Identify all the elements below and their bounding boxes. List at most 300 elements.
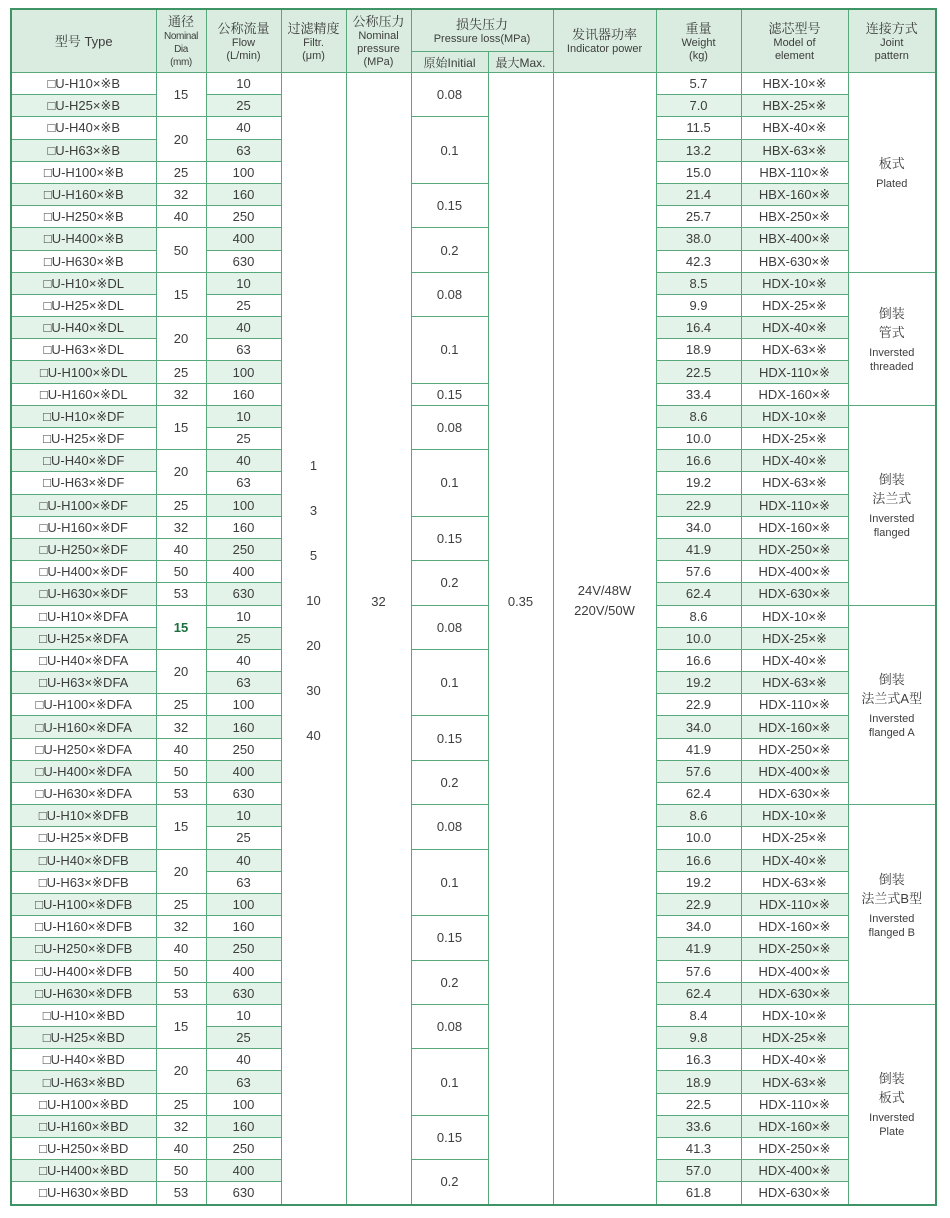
joint-pattern-en: flanged [873, 527, 910, 540]
element-model-cell: HDX-630×※ [741, 1182, 848, 1205]
element-model-cell: HDX-160×※ [741, 516, 848, 538]
flow-cell: 100 [206, 161, 281, 183]
pressure-loss-initial-cell: 0.2 [411, 1160, 488, 1205]
header-weight: 重量 Weight (kg) [656, 9, 741, 73]
element-model-cell: HDX-110×※ [741, 494, 848, 516]
nominal-dia-cell: 50 [156, 760, 206, 782]
joint-pattern-en: Inversted [869, 513, 915, 526]
element-model-cell: HDX-400×※ [741, 760, 848, 782]
type-cell: □U-H250×※DF [11, 538, 156, 560]
weight-cell: 57.6 [656, 760, 741, 782]
type-cell: □U-H160×※DFA [11, 716, 156, 738]
joint-pattern-en: Inversted [869, 712, 915, 725]
type-cell: □U-H400×※B [11, 228, 156, 250]
table-row [11, 383, 936, 405]
header-joint-pattern: 连接方式 Joint pattern [848, 9, 936, 73]
table-row [11, 561, 936, 583]
joint-pattern-zh: 管式 [878, 324, 905, 340]
nominal-pressure-cell [346, 73, 411, 1205]
element-model-cell: HDX-63×※ [741, 672, 848, 694]
type-cell: □U-H400×※DFB [11, 960, 156, 982]
weight-cell: 38.0 [656, 228, 741, 250]
element-model-cell: HBX-400×※ [741, 228, 848, 250]
nominal-pressure-value: 32 [371, 593, 386, 609]
flow-cell: 63 [206, 1071, 281, 1093]
flow-cell: 40 [206, 450, 281, 472]
type-cell: □U-H250×※BD [11, 1138, 156, 1160]
nominal-dia-cell: 50 [156, 960, 206, 982]
weight-cell: 5.7 [656, 73, 741, 95]
weight-cell: 61.8 [656, 1182, 741, 1205]
nominal-dia-cell: 20 [156, 1049, 206, 1093]
indicator-power-line: 24V/48W [577, 583, 632, 599]
pressure-loss-initial-cell: 0.1 [411, 649, 488, 716]
nominal-dia-cell: 40 [156, 538, 206, 560]
nominal-dia-cell: 20 [156, 649, 206, 693]
nominal-dia-cell: 32 [156, 383, 206, 405]
table-row [11, 405, 936, 427]
weight-cell: 62.4 [656, 982, 741, 1004]
type-cell: □U-H63×※B [11, 139, 156, 161]
header-filtration: 过滤精度 Filtr. (μm) [281, 9, 346, 73]
header-flow: 公称流量 Flow (L/min) [206, 9, 281, 73]
joint-pattern-zh: 倒装 [878, 1071, 905, 1087]
header-indicator-power: 发讯器功率 Indicator power [553, 9, 656, 73]
nominal-dia-cell: 15 [156, 272, 206, 316]
table-row [11, 760, 936, 782]
weight-cell: 41.9 [656, 938, 741, 960]
pressure-loss-initial-cell: 0.15 [411, 1115, 488, 1159]
flow-cell: 63 [206, 339, 281, 361]
type-cell: □U-H40×※DFB [11, 849, 156, 871]
element-model-cell: HDX-40×※ [741, 649, 848, 671]
flow-cell: 100 [206, 1093, 281, 1115]
element-model-cell: HDX-10×※ [741, 405, 848, 427]
weight-cell: 41.3 [656, 1138, 741, 1160]
table-row [11, 716, 936, 738]
joint-pattern-zh: 法兰式B型 [861, 890, 923, 906]
flow-cell: 250 [206, 206, 281, 228]
flow-cell: 630 [206, 982, 281, 1004]
type-cell: □U-H100×※DL [11, 361, 156, 383]
indicator-power-cell [553, 73, 656, 1205]
nominal-dia-cell: 50 [156, 561, 206, 583]
pressure-loss-initial-cell: 0.1 [411, 317, 488, 384]
weight-cell: 9.9 [656, 294, 741, 316]
header-type: 型号 Type [11, 9, 156, 73]
element-model-cell: HDX-400×※ [741, 1160, 848, 1182]
weight-cell: 19.2 [656, 672, 741, 694]
pressure-loss-initial-cell: 0.1 [411, 117, 488, 184]
weight-cell: 8.6 [656, 405, 741, 427]
type-cell: □U-H630×※B [11, 250, 156, 272]
element-model-cell: HDX-250×※ [741, 538, 848, 560]
pressure-loss-initial-cell: 0.1 [411, 450, 488, 517]
element-model-cell: HDX-250×※ [741, 938, 848, 960]
nominal-dia-cell: 20 [156, 849, 206, 893]
element-model-cell: HDX-250×※ [741, 1138, 848, 1160]
weight-cell: 34.0 [656, 516, 741, 538]
element-model-cell: HDX-160×※ [741, 916, 848, 938]
flow-cell: 25 [206, 294, 281, 316]
type-cell: □U-H10×※DFB [11, 805, 156, 827]
element-model-cell: HDX-40×※ [741, 849, 848, 871]
joint-pattern-zh: 倒装 [878, 305, 905, 321]
weight-cell: 18.9 [656, 339, 741, 361]
flow-cell: 100 [206, 694, 281, 716]
flow-cell: 63 [206, 139, 281, 161]
filtration-cell [281, 73, 346, 1205]
joint-pattern-en: flanged B [868, 926, 915, 939]
pressure-loss-initial-cell: 0.15 [411, 383, 488, 405]
nominal-dia-cell: 40 [156, 206, 206, 228]
pressure-loss-initial-cell: 0.08 [411, 73, 488, 117]
pressure-loss-max-cell [488, 73, 553, 1205]
nominal-dia-cell: 20 [156, 317, 206, 361]
nominal-dia-cell: 15 [156, 73, 206, 117]
pressure-loss-initial-cell: 0.08 [411, 1004, 488, 1048]
nominal-dia-cell: 50 [156, 1160, 206, 1182]
flow-cell: 10 [206, 272, 281, 294]
type-cell: □U-H160×※B [11, 183, 156, 205]
table-row [11, 272, 936, 294]
weight-cell: 21.4 [656, 183, 741, 205]
joint-pattern-cell [848, 1004, 936, 1204]
weight-cell: 62.4 [656, 583, 741, 605]
flow-cell: 160 [206, 916, 281, 938]
table-row [11, 183, 936, 205]
weight-cell: 33.4 [656, 383, 741, 405]
type-cell: □U-H40×※BD [11, 1049, 156, 1071]
table-row [11, 1160, 936, 1182]
nominal-dia-cell: 53 [156, 982, 206, 1004]
type-cell: □U-H160×※BD [11, 1115, 156, 1137]
table-row [11, 317, 936, 339]
nominal-dia-cell: 25 [156, 161, 206, 183]
weight-cell: 11.5 [656, 117, 741, 139]
element-model-cell: HDX-40×※ [741, 1049, 848, 1071]
element-model-cell: HDX-63×※ [741, 1071, 848, 1093]
type-cell: □U-H25×※DFB [11, 827, 156, 849]
element-model-cell: HDX-25×※ [741, 627, 848, 649]
type-cell: □U-H160×※DFB [11, 916, 156, 938]
flow-cell: 250 [206, 738, 281, 760]
nominal-dia-cell: 15 [156, 405, 206, 449]
element-model-cell: HDX-63×※ [741, 339, 848, 361]
max-loss-value: 0.35 [507, 593, 534, 609]
type-cell: □U-H10×※BD [11, 1004, 156, 1026]
flow-cell: 25 [206, 627, 281, 649]
element-model-cell: HDX-25×※ [741, 428, 848, 450]
filtration-values [282, 458, 346, 744]
element-model-cell: HDX-110×※ [741, 893, 848, 915]
table-row [11, 1004, 936, 1026]
weight-cell: 18.9 [656, 1071, 741, 1093]
table-row [11, 117, 936, 139]
joint-pattern-en: Inversted [869, 346, 915, 359]
filtration-value: 30 [306, 683, 321, 699]
flow-cell: 250 [206, 938, 281, 960]
element-model-cell: HDX-630×※ [741, 583, 848, 605]
table-row [11, 916, 936, 938]
flow-cell: 40 [206, 849, 281, 871]
nominal-dia-cell: 25 [156, 1093, 206, 1115]
nominal-dia-cell: 25 [156, 361, 206, 383]
weight-cell: 25.7 [656, 206, 741, 228]
flow-cell: 630 [206, 1182, 281, 1205]
flow-cell: 250 [206, 1138, 281, 1160]
flow-cell: 160 [206, 183, 281, 205]
type-cell: □U-H10×※DL [11, 272, 156, 294]
joint-pattern-zh: 法兰式A型 [861, 690, 923, 706]
element-model-cell: HDX-110×※ [741, 694, 848, 716]
flow-cell: 40 [206, 317, 281, 339]
table-body [11, 73, 936, 1205]
pressure-loss-initial-cell: 0.15 [411, 516, 488, 560]
flow-cell: 25 [206, 428, 281, 450]
nominal-dia-cell: 15 [156, 805, 206, 849]
weight-cell: 10.0 [656, 428, 741, 450]
type-cell: □U-H630×※DFA [11, 783, 156, 805]
pressure-loss-initial-cell: 0.08 [411, 272, 488, 316]
table-row [11, 849, 936, 871]
type-cell: □U-H40×※DFA [11, 649, 156, 671]
weight-cell: 57.0 [656, 1160, 741, 1182]
type-cell: □U-H25×※DF [11, 428, 156, 450]
nominal-dia-cell: 40 [156, 738, 206, 760]
type-cell: □U-H63×※DFA [11, 672, 156, 694]
flow-cell: 10 [206, 73, 281, 95]
joint-pattern-cell [848, 605, 936, 805]
weight-cell: 9.8 [656, 1027, 741, 1049]
element-model-cell: HDX-160×※ [741, 1115, 848, 1137]
flow-cell: 25 [206, 95, 281, 117]
element-model-cell: HBX-10×※ [741, 73, 848, 95]
filter-spec-table [10, 8, 937, 1206]
header-nominal-dia: 通径 Nominal Dia (mm) [156, 9, 206, 73]
joint-pattern-cell [848, 73, 936, 273]
filtration-value: 40 [306, 728, 321, 744]
joint-pattern-en: flanged A [868, 726, 915, 739]
weight-cell: 34.0 [656, 716, 741, 738]
weight-cell: 15.0 [656, 161, 741, 183]
element-model-cell: HDX-40×※ [741, 450, 848, 472]
flow-cell: 40 [206, 1049, 281, 1071]
header-loss-initial: 原始Initial [411, 52, 488, 73]
weight-cell: 19.2 [656, 472, 741, 494]
type-cell: □U-H63×※BD [11, 1071, 156, 1093]
pressure-loss-initial-cell: 0.2 [411, 960, 488, 1004]
pressure-loss-initial-cell: 0.08 [411, 405, 488, 449]
type-cell: □U-H25×※DFA [11, 627, 156, 649]
nominal-dia-cell: 40 [156, 938, 206, 960]
pressure-loss-initial-cell: 0.1 [411, 1049, 488, 1116]
flow-cell: 630 [206, 583, 281, 605]
type-cell: □U-H630×※BD [11, 1182, 156, 1205]
pressure-loss-initial-cell: 0.15 [411, 716, 488, 760]
table-row [11, 1049, 936, 1071]
indicator-power-line: 220V/50W [574, 603, 635, 619]
nominal-dia-cell: 53 [156, 783, 206, 805]
type-cell: □U-H25×※BD [11, 1027, 156, 1049]
weight-cell: 57.6 [656, 960, 741, 982]
weight-cell: 8.6 [656, 605, 741, 627]
type-cell: □U-H250×※DFB [11, 938, 156, 960]
element-model-cell: HDX-630×※ [741, 783, 848, 805]
nominal-dia-cell: 20 [156, 450, 206, 494]
pressure-loss-initial-cell: 0.2 [411, 561, 488, 605]
element-model-cell: HBX-250×※ [741, 206, 848, 228]
weight-cell: 16.6 [656, 849, 741, 871]
element-model-cell: HBX-630×※ [741, 250, 848, 272]
type-cell: □U-H40×※DF [11, 450, 156, 472]
type-cell: □U-H250×※B [11, 206, 156, 228]
flow-cell: 400 [206, 561, 281, 583]
table-row [11, 73, 936, 95]
nominal-dia-cell: 53 [156, 583, 206, 605]
joint-pattern-zh: 倒装 [878, 871, 905, 887]
weight-cell: 33.6 [656, 1115, 741, 1137]
joint-pattern-cell [848, 272, 936, 405]
weight-cell: 7.0 [656, 95, 741, 117]
nominal-dia-cell: 15 [156, 1004, 206, 1048]
joint-pattern-zh: 法兰式 [872, 491, 912, 507]
weight-cell: 13.2 [656, 139, 741, 161]
type-cell: □U-H40×※B [11, 117, 156, 139]
flow-cell: 63 [206, 672, 281, 694]
element-model-cell: HDX-63×※ [741, 472, 848, 494]
indicator-power-values [554, 581, 656, 621]
flow-cell: 100 [206, 361, 281, 383]
element-model-cell: HDX-10×※ [741, 1004, 848, 1026]
nominal-dia-cell: 32 [156, 716, 206, 738]
weight-cell: 22.9 [656, 893, 741, 915]
flow-cell: 25 [206, 1027, 281, 1049]
nominal-dia-cell: 32 [156, 183, 206, 205]
weight-cell: 8.5 [656, 272, 741, 294]
table-row [11, 960, 936, 982]
joint-pattern-cell [848, 405, 936, 605]
element-model-cell: HBX-63×※ [741, 139, 848, 161]
nominal-dia-cell: 53 [156, 1182, 206, 1205]
pressure-loss-initial-cell: 0.15 [411, 183, 488, 227]
weight-cell: 16.6 [656, 450, 741, 472]
weight-cell: 62.4 [656, 783, 741, 805]
weight-cell: 22.9 [656, 494, 741, 516]
element-model-cell: HDX-400×※ [741, 561, 848, 583]
element-model-cell: HBX-160×※ [741, 183, 848, 205]
header-pressure-loss: 损失压力 Pressure loss(MPa) [411, 9, 553, 52]
joint-pattern-zh: 倒装 [878, 472, 905, 488]
flow-cell: 630 [206, 783, 281, 805]
flow-cell: 100 [206, 893, 281, 915]
nominal-dia-cell: 32 [156, 516, 206, 538]
header-loss-max: 最大Max. [488, 52, 553, 73]
element-model-cell: HDX-630×※ [741, 982, 848, 1004]
type-cell: □U-H630×※DF [11, 583, 156, 605]
type-cell: □U-H25×※B [11, 95, 156, 117]
type-cell: □U-H250×※DFA [11, 738, 156, 760]
filtration-value: 20 [306, 638, 321, 654]
weight-cell: 34.0 [656, 916, 741, 938]
flow-cell: 10 [206, 1004, 281, 1026]
type-cell: □U-H630×※DFB [11, 982, 156, 1004]
element-model-cell: HDX-10×※ [741, 805, 848, 827]
pressure-loss-initial-cell: 0.08 [411, 605, 488, 649]
flow-cell: 25 [206, 827, 281, 849]
weight-cell: 42.3 [656, 250, 741, 272]
weight-cell: 8.4 [656, 1004, 741, 1026]
nominal-dia-cell: 32 [156, 1115, 206, 1137]
type-cell: □U-H100×※DFB [11, 893, 156, 915]
joint-pattern-zh: 板式 [878, 1090, 905, 1106]
filtration-value: 5 [309, 548, 318, 564]
weight-cell: 10.0 [656, 827, 741, 849]
table-row [11, 228, 936, 250]
header-element-model: 滤芯型号 Model of element [741, 9, 848, 73]
joint-pattern-en: Inversted [869, 912, 915, 925]
joint-pattern-zh: 板式 [878, 155, 905, 171]
type-cell: □U-H160×※DF [11, 516, 156, 538]
pressure-loss-initial-cell: 0.2 [411, 228, 488, 272]
element-model-cell: HDX-110×※ [741, 361, 848, 383]
type-cell: □U-H25×※DL [11, 294, 156, 316]
flow-cell: 63 [206, 871, 281, 893]
filtration-value: 10 [306, 593, 321, 609]
weight-cell: 10.0 [656, 627, 741, 649]
weight-cell: 16.6 [656, 649, 741, 671]
flow-cell: 40 [206, 117, 281, 139]
element-model-cell: HDX-10×※ [741, 605, 848, 627]
type-cell: □U-H400×※BD [11, 1160, 156, 1182]
element-model-cell: HBX-25×※ [741, 95, 848, 117]
table-row [11, 805, 936, 827]
element-model-cell: HBX-110×※ [741, 161, 848, 183]
weight-cell: 57.6 [656, 561, 741, 583]
flow-cell: 250 [206, 538, 281, 560]
type-cell: □U-H100×※DF [11, 494, 156, 516]
nominal-dia-cell: 32 [156, 916, 206, 938]
joint-pattern-en: Plate [879, 1126, 905, 1139]
flow-cell: 400 [206, 228, 281, 250]
type-cell: □U-H10×※DFA [11, 605, 156, 627]
type-cell: □U-H63×※DL [11, 339, 156, 361]
table-row [11, 1115, 936, 1137]
weight-cell: 16.4 [656, 317, 741, 339]
weight-cell: 41.9 [656, 738, 741, 760]
element-model-cell: HDX-40×※ [741, 317, 848, 339]
element-model-cell: HDX-250×※ [741, 738, 848, 760]
joint-pattern-en: Inversted [869, 1112, 915, 1125]
flow-cell: 100 [206, 494, 281, 516]
nominal-dia-cell: 20 [156, 117, 206, 161]
filtration-value: 1 [309, 458, 318, 474]
weight-cell: 16.3 [656, 1049, 741, 1071]
flow-cell: 400 [206, 960, 281, 982]
element-model-cell: HDX-400×※ [741, 960, 848, 982]
type-cell: □U-H40×※DL [11, 317, 156, 339]
flow-cell: 63 [206, 472, 281, 494]
joint-pattern-cell [848, 805, 936, 1005]
weight-cell: 41.9 [656, 538, 741, 560]
type-cell: □U-H100×※DFA [11, 694, 156, 716]
nominal-dia-cell: 25 [156, 694, 206, 716]
element-model-cell: HDX-10×※ [741, 272, 848, 294]
weight-cell: 22.5 [656, 1093, 741, 1115]
nominal-dia-cell: 25 [156, 494, 206, 516]
weight-cell: 22.5 [656, 361, 741, 383]
flow-cell: 10 [206, 405, 281, 427]
